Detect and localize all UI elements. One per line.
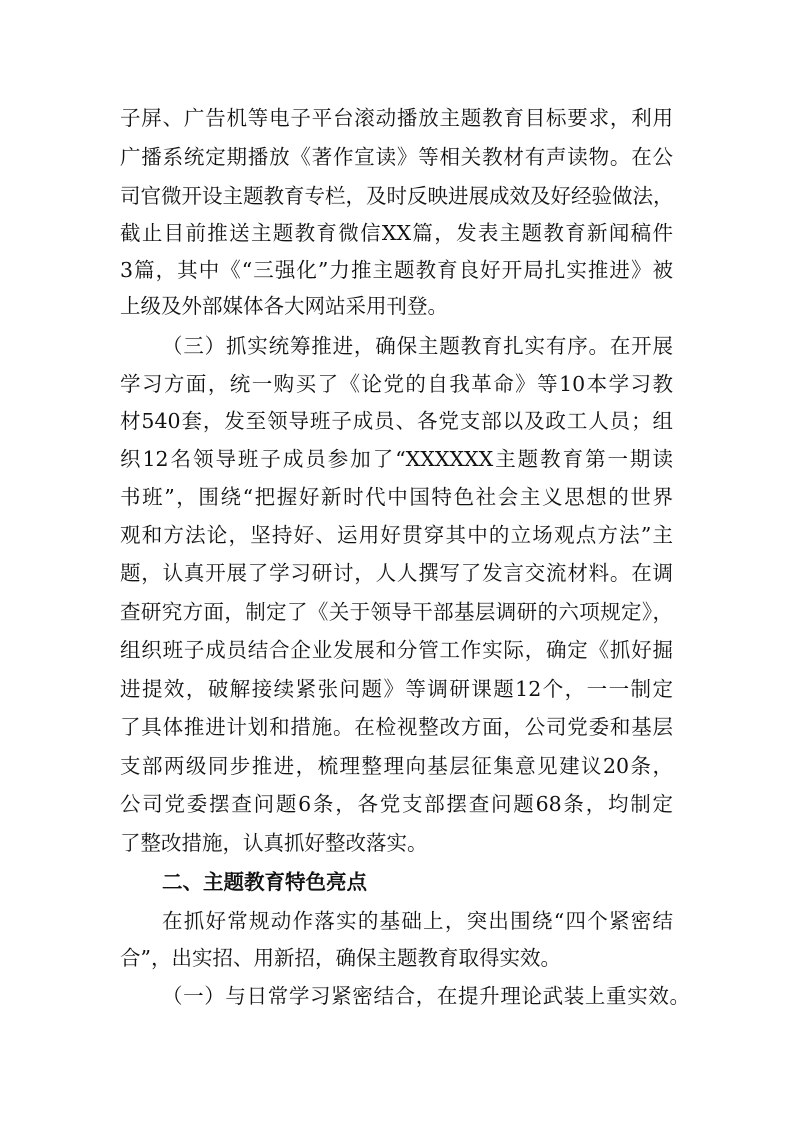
- text-line: 了整改措施，认真抓好整改落实。: [120, 831, 428, 855]
- text-line: 合”，出实招、用新招，确保主题教育取得实效。: [120, 946, 561, 970]
- text-line: 在抓好常规动作落实的基础上，突出围绕“四个紧密结: [162, 909, 673, 933]
- subsection-heading: （一）与日常学习紧密结合，在提升理论武装上重实效。: [162, 984, 690, 1008]
- text-line: 截止目前推送主题教育微信XX篇，发表主题教育新闻稿件: [120, 221, 673, 245]
- text-line: 了具体推进计划和措施。在检视整改方面，公司党委和基层: [120, 715, 673, 739]
- text-line: 学习方面，统一购买了《论党的自我革命》等10本学习教: [120, 372, 673, 396]
- text-line: 司官微开设主题教育专栏，及时反映进展成效及好经验做法，: [120, 184, 674, 208]
- text-line: 材540套，发至领导班子成员、各党支部以及政工人员；组: [120, 409, 673, 433]
- text-line: 观和方法论，坚持好、运用好贯穿其中的立场观点方法”主: [120, 523, 673, 547]
- text-line: 组织班子成员结合企业发展和分管工作实际，确定《抓好掘: [120, 638, 673, 662]
- text-line: 上级及外部媒体各大网站采用刊登。: [120, 294, 448, 318]
- text-line: 题，认真开展了学习研讨，人人撰写了发言交流材料。在调: [120, 561, 673, 585]
- text-line: 3篇，其中《“三强化”力推主题教育良好开局扎实推进》被: [120, 258, 673, 282]
- text-line: 广播系统定期播放《著作宣读》等相关教材有声读物。在公: [120, 145, 673, 169]
- text-line: （三）抓实统筹推进，确保主题教育扎实有序。在开展: [162, 334, 673, 358]
- section-heading: 二、主题教育特色亮点: [162, 870, 367, 894]
- text-line: 子屏、广告机等电子平台滚动播放主题教育目标要求，利用: [120, 106, 673, 130]
- text-line: 支部两级同步推进，梳理整理向基层征集意见建议20条，: [120, 754, 673, 778]
- text-line: 查研究方面，制定了《关于领导干部基层调研的六项规定》，: [120, 600, 673, 624]
- text-line: 织12名领导班子成员参加了“XXXXXX主题教育第一期读: [120, 447, 673, 471]
- text-line: 书班”，围绕“把握好新时代中国特色社会主义思想的世界: [120, 485, 673, 509]
- text-line: 公司党委摆查问题6条，各党支部摆查问题68条，均制定: [120, 792, 673, 816]
- text-line: 进提效，破解接续紧张问题》等调研课题12个，一一制定: [120, 677, 673, 701]
